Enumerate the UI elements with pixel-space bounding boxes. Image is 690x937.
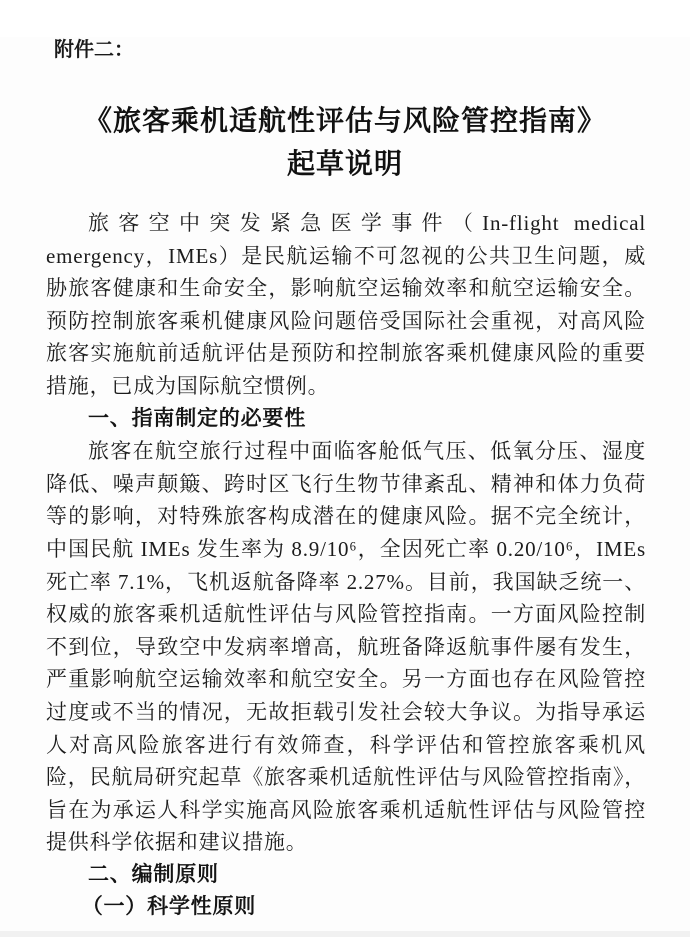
section1-heading: 一、指南制定的必要性 bbox=[88, 406, 306, 430]
page-bottom-edge bbox=[0, 931, 690, 937]
section2-heading: 二、编制原则 bbox=[88, 862, 219, 886]
section1-paragraph: 旅客在航空旅行过程中面临客舱低气压、低氧分压、湿度降低、噪声颠簸、跨时区飞行生物节律紊乱、精神和体力负荷等的影响，对特殊旅客构成潜在的健康风险。据不完全统计，中国民航 IMEs 发生率为 8.9/10⁶，全因死亡率 0.20/10⁶，IMEs 死亡率 7.1%，飞机返航备降率 2.27%。目前，我国缺乏统一、权威的旅客乘机适航性评估与风险管控指南。一方面风险控制不到位，导致空中发病率增高，航班备降返航事件屡有发生，严重影响航空运输效率和航空安全。另一方面也存在风险管控过度或不当的情况，无故拒载引发社会较大争议。为指导承运人对高风险旅客进行有效筛查，科学评估和管控旅客乘机风险，民航局研究起草《旅客乘机适航性评估与风险管控指南》，旨在为承运人科学实施高风险旅客乘机适航性评估与风险管控提供科学依据和建议措施。 bbox=[46, 439, 646, 855]
document-title bbox=[0, 100, 690, 186]
document-page bbox=[0, 37, 690, 937]
document-title-line2: 起草说明 bbox=[286, 149, 403, 180]
attachment-label: 附件二： bbox=[54, 39, 134, 61]
intro-paragraph: 旅客空中突发紧急医学事件（In-flight medical emergency，IMEs）是民航运输不可忽视的公共卫生问题，威胁旅客健康和生命安全，影响航空运输效率和航空运输安全。预防控制旅客乘机健康风险问题倍受国际社会重视，对高风险旅客实施航前适航评估是预防和控制旅客乘机健康风险的重要措施，已成为国际航空惯例。 bbox=[46, 211, 646, 398]
document-body bbox=[46, 207, 646, 924]
section2-subsection1-heading: （一）科学性原则 bbox=[81, 895, 257, 919]
document-title-line1: 《旅客乘机适航性评估与风险管控指南》 bbox=[83, 106, 606, 137]
